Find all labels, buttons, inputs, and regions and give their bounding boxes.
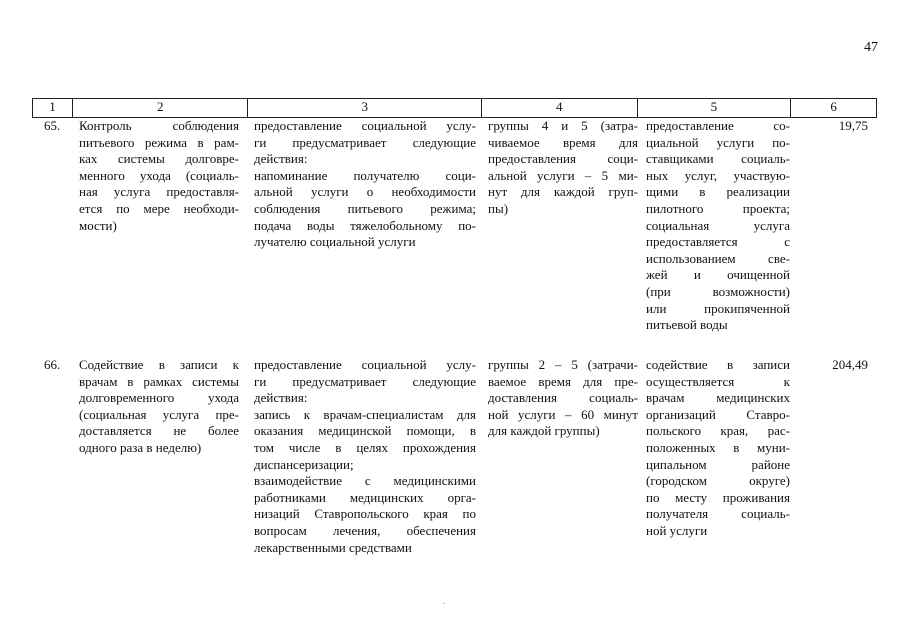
text-line: ная услуга предоставля- — [79, 184, 239, 200]
text-line: получателя социаль- — [646, 506, 790, 522]
text-line: предоставления соци- — [488, 151, 638, 167]
text-line: организаций Ставро- — [646, 406, 790, 422]
text-line: запись к врачам-специалистам для — [254, 406, 476, 422]
header-col-5: 5 — [638, 99, 792, 117]
service-name — [79, 357, 239, 457]
text-line: доставления социаль- — [488, 390, 638, 406]
text-line: Содействие в записи к — [79, 357, 239, 372]
service-price: 204,49 — [832, 357, 868, 372]
scan-speck — [443, 603, 445, 604]
text-line: мости) — [79, 217, 117, 233]
page-number: 47 — [864, 40, 878, 55]
text-line: предоставление со- — [646, 118, 790, 133]
service-time — [488, 357, 638, 440]
text-line: ги предусматривает следующие — [254, 373, 476, 389]
text-line: чиваемое время для — [488, 134, 638, 150]
text-line: (городском округе) — [646, 473, 790, 489]
text-line: группы 4 и 5 (затра- — [488, 118, 638, 133]
text-line: том числе в целях прохождения — [254, 439, 476, 455]
text-line: (социальная услуга пре- — [79, 406, 239, 422]
text-line: по месту проживания — [646, 489, 790, 505]
text-line: социальная услуга — [646, 217, 790, 233]
text-line: действия: — [254, 390, 308, 406]
table-header-row — [32, 98, 877, 118]
text-line: альной услуги – 5 ми- — [488, 167, 638, 183]
text-line: вопросам лечения, обеспечения — [254, 522, 476, 538]
text-line: (при возможности) — [646, 283, 790, 299]
text-line: осуществляется к — [646, 373, 790, 389]
row-number: 66. — [44, 357, 61, 372]
text-line: ципальном районе — [646, 456, 790, 472]
text-line: доставляется не более — [79, 423, 239, 439]
text-line: питьевого режима в рам- — [79, 134, 239, 150]
row-number: 65. — [44, 118, 61, 133]
header-col-4: 4 — [482, 99, 638, 117]
text-line: врачам медицинских — [646, 390, 790, 406]
text-line: положенных в муни- — [646, 439, 790, 455]
text-line: Контроль соблюдения — [79, 118, 239, 133]
text-line: ных услуг, участвую- — [646, 167, 790, 183]
service-name — [79, 118, 239, 234]
text-line: жей и очищенной — [646, 267, 790, 283]
text-line: оказания медицинской помощи, в — [254, 423, 476, 439]
service-time — [488, 118, 638, 218]
text-line: польского края, рас- — [646, 423, 790, 439]
text-line: пы) — [488, 200, 509, 216]
text-line: для каждой группы) — [488, 423, 600, 439]
text-line: ется по мере необходи- — [79, 200, 239, 216]
service-conditions — [646, 357, 790, 540]
service-conditions — [646, 118, 790, 334]
text-line: предоставление социальной услу- — [254, 357, 476, 372]
text-line: напоминание получателю соци- — [254, 167, 476, 183]
text-line: использованием све- — [646, 250, 790, 266]
text-line: альной услуги о необходимости — [254, 184, 476, 200]
header-col-2: 2 — [73, 99, 249, 117]
text-line: соблюдения питьевого режима; — [254, 200, 476, 216]
text-line: группы 2 – 5 (затрачи- — [488, 357, 638, 372]
text-line: менного ухода (социаль- — [79, 167, 239, 183]
text-line: лучателю социальной услуги — [254, 234, 416, 250]
service-description — [254, 357, 476, 556]
text-line: лекарственными средствами — [254, 539, 412, 555]
text-line: врачам в рамках системы — [79, 373, 239, 389]
header-col-1: 1 — [33, 99, 73, 117]
service-description — [254, 118, 476, 251]
text-line: одного раза в неделю) — [79, 439, 202, 455]
text-line: пилотного проекта; — [646, 200, 790, 216]
header-col-6: 6 — [830, 99, 837, 114]
text-line: содействие в записи — [646, 357, 790, 372]
text-line: долговременного ухода — [79, 390, 239, 406]
text-line: циальной услуги по- — [646, 134, 790, 150]
text-line: действия: — [254, 151, 308, 167]
text-line: ках системы долговре- — [79, 151, 239, 167]
text-line: диспансеризации; — [254, 456, 354, 472]
text-line: питьевой воды — [646, 317, 728, 333]
header-col-3: 3 — [248, 99, 481, 117]
text-line: предоставление социальной услу- — [254, 118, 476, 133]
text-line: ваемое время для пре- — [488, 373, 638, 389]
service-price: 19,75 — [838, 118, 868, 133]
text-line: ной услуги — [646, 522, 708, 538]
text-line: низаций Ставропольского края по — [254, 506, 476, 522]
text-line: подача воды тяжелобольному по- — [254, 217, 476, 233]
text-line: щими в реализации — [646, 184, 790, 200]
text-line: ставщиками социаль- — [646, 151, 790, 167]
text-line: ной услуги – 60 минут — [488, 406, 638, 422]
text-line: работниками медицинских орга- — [254, 489, 476, 505]
text-line: взаимодействие с медицинскими — [254, 473, 476, 489]
text-line: ги предусматривает следующие — [254, 134, 476, 150]
text-line: предоставляется с — [646, 234, 790, 250]
services-table — [32, 98, 877, 555]
text-line: нут для каждой груп- — [488, 184, 638, 200]
text-line: или прокипяченной — [646, 300, 790, 316]
